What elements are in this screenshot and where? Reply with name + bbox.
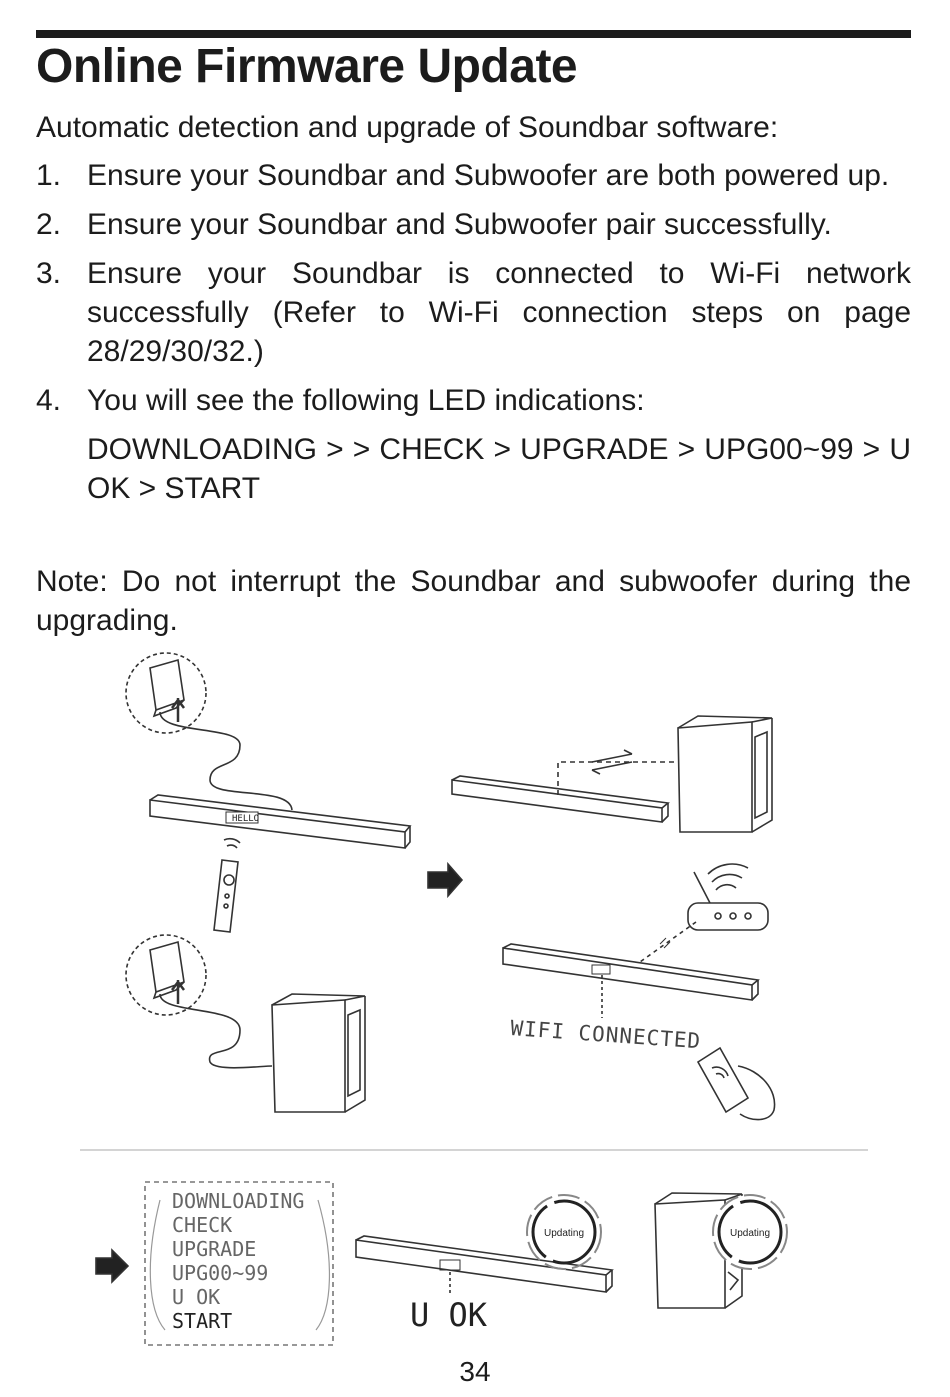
step-number: 2.	[36, 208, 62, 241]
led-step: START	[172, 1309, 233, 1333]
step-number: 3.	[36, 257, 62, 290]
top-rule	[36, 30, 911, 38]
subwoofer	[678, 716, 772, 832]
soundbar-hello	[150, 795, 410, 848]
step-text: Ensure your Soundbar and Subwoofer are both powered up.	[87, 159, 890, 192]
step-text: You will see the following LED indications:	[87, 384, 645, 417]
soundbar-updating	[356, 1236, 612, 1292]
arrow-right-icon	[428, 864, 462, 896]
updating-label: Updating	[543, 1228, 585, 1239]
wifi-display-text: WIFI CONNECTED	[509, 1016, 702, 1054]
step-text: Ensure your Soundbar is connected to Wi-Fi network successfully (Refer to Wi-Fi connection steps on page 28/29/30/32.)	[87, 257, 911, 368]
router-icon	[688, 872, 768, 930]
step-3	[36, 254, 911, 371]
step-2	[36, 205, 911, 244]
led-step: CHECK	[172, 1213, 233, 1237]
soundbar-pairing	[452, 776, 668, 822]
page-title: Online Firmware Update	[36, 40, 578, 93]
led-step: DOWNLOADING	[172, 1189, 305, 1213]
step-1	[36, 156, 911, 195]
led-step: U OK	[172, 1285, 221, 1309]
soundbar-result-text: U OK	[410, 1296, 488, 1334]
led-sequence-text: DOWNLOADING > > CHECK > UPGRADE > UPG00~99 > U OK > START	[87, 433, 911, 505]
wifi-waves-icon	[708, 864, 748, 890]
remote-icon	[214, 839, 240, 932]
power-cable	[160, 994, 272, 1068]
led-step: UPGRADE	[172, 1237, 257, 1261]
soundbar-display-text: HELLO	[232, 814, 260, 824]
steps-list	[36, 156, 911, 518]
wifi-link	[640, 922, 696, 962]
power-cable	[160, 712, 292, 810]
arrow-right-icon	[96, 1250, 128, 1282]
pairing-link	[558, 762, 678, 795]
step-number: 1.	[36, 159, 62, 192]
led-step: UPG00~99	[172, 1261, 269, 1285]
step-text: Ensure your Soundbar and Subwoofer pair successfully.	[87, 208, 832, 241]
note-text: Note: Do not interrupt the Soundbar and subwoofer during the upgrading.	[36, 565, 911, 637]
firmware-update-illustration	[0, 640, 950, 1350]
phone-hand-icon	[698, 1048, 775, 1120]
led-sequence-list	[172, 1189, 304, 1333]
step-number: 4.	[36, 384, 62, 417]
updating-label: Updating	[729, 1228, 771, 1239]
subwoofer	[272, 994, 365, 1112]
page-number: 34	[459, 1356, 491, 1387]
step-4	[36, 381, 911, 508]
soundbar-wifi	[503, 944, 758, 1000]
intro-text: Automatic detection and upgrade of Soundbar software:	[36, 111, 779, 144]
